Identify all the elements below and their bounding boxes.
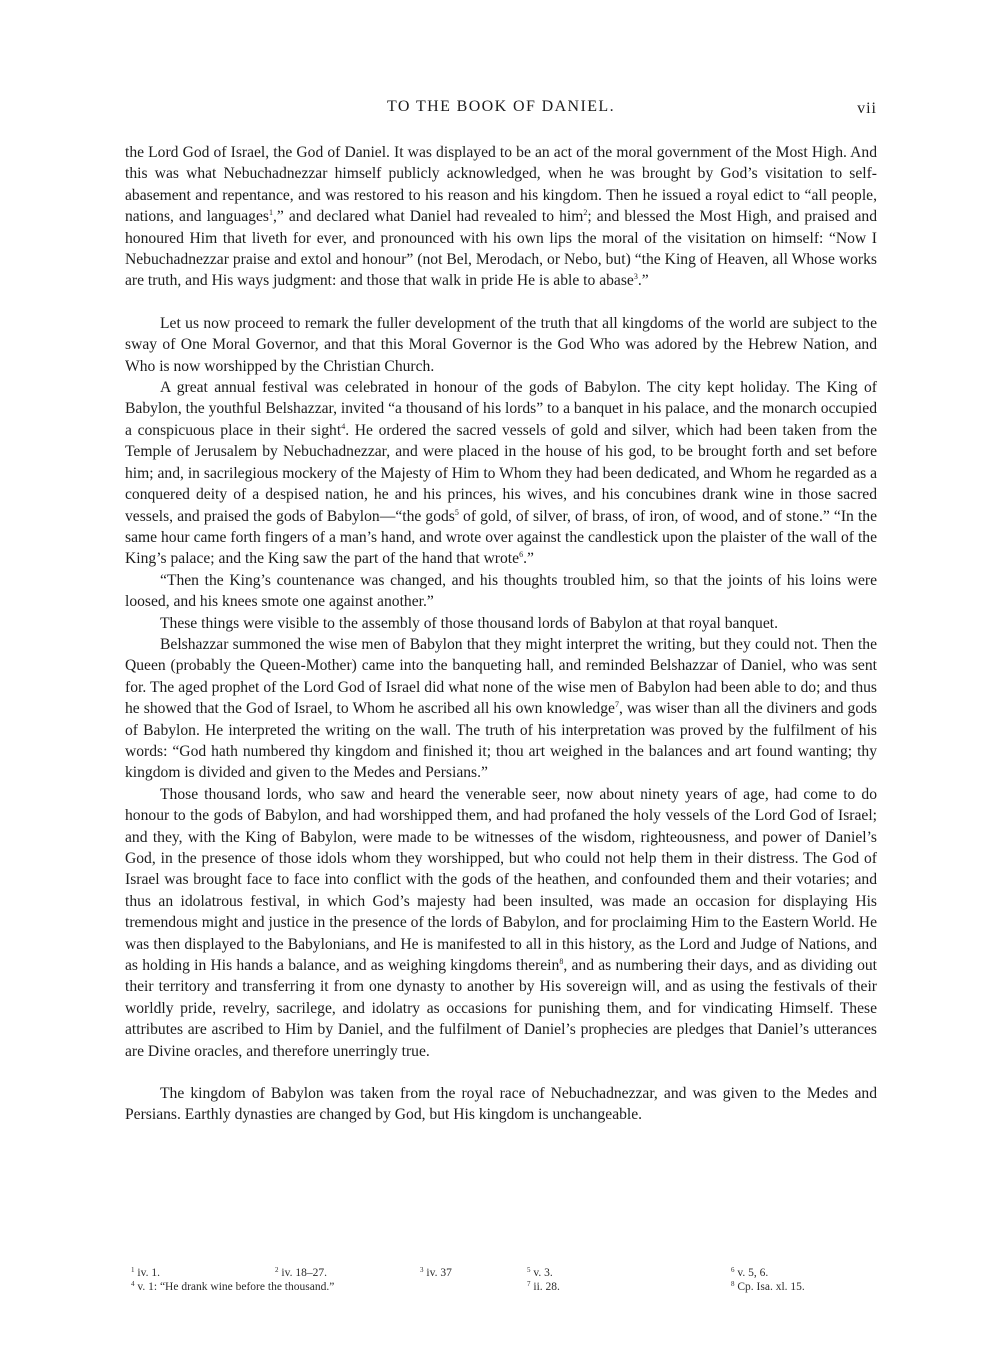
text-run: of gold, of silver, of brass, of iron, of wood, and of stone.” “In the same hour came forth fingers of a man’s hand, and wrote over against the candlestick upon the plaister of the wall of the King’s palace; and the King saw the part of the hand that wrote	[125, 507, 878, 568]
page-number: vii	[857, 100, 877, 117]
footnote-marker: 5	[527, 1266, 531, 1274]
footnote-text: ii. 28.	[533, 1281, 560, 1293]
footnote-text: iv. 18–27.	[281, 1267, 327, 1279]
footnote-text: Cp. Isa. xl. 15.	[737, 1281, 805, 1293]
footnote	[420, 1266, 452, 1280]
text-run: “Then the King’s countenance was changed, and his thoughts troubled him, so that the joints of his loins were loosed, and his knees smote one against another.”	[125, 571, 877, 611]
footnote-marker: 7	[527, 1280, 531, 1288]
text-run: Those thousand lords, who saw and heard the venerable seer, now about ninety years of age, had come to do honour to the gods of Babylon, and had worshipped them, and had profaned the holy vessels of the Lord God of Israel; and they, with the King of Babylon, were made to be witnesses of the wisdom, righteousness, and power of Daniel’s God, in the presence of those idols whom they worshipped, but who could not help them in their distress. The God of Israel was brought face to face into conflict with the gods of the heathen, and confounded them and their votaries; and thus an idolatrous festival, in which God’s majesty had been insulted, was made an occasion for displaying His tremendous might and justice in the presence of the lords of Babylon, and for proclaiming Him to the Eastern World. He was then displayed to the Babylonians, and He is manifested to all in this history, as the Lord and Judge of Nations, and as holding in His hands a balance, and as weighing kingdoms therein	[125, 785, 877, 975]
footnote-marker: 4	[131, 1280, 135, 1288]
paragraph	[125, 377, 877, 570]
paragraph	[125, 142, 877, 292]
text-run: Belshazzar summoned the wise men of Babylon that they might interpret the writing, but they could not. Then the Queen (probably the Queen-Mother) came into the banqueting hall, and reminded Belshazzar of Daniel, who was sent for. The aged prophet of the Lord God of Israel did what none of the wise men of Babylon had been able to do; and thus he showed that the God of Israel, to Whom he ascribed all his own knowledge	[125, 635, 877, 718]
paragraph	[125, 313, 877, 377]
paragraph	[125, 634, 877, 784]
footnote-text: v. 5, 6.	[737, 1267, 769, 1279]
footnote	[131, 1266, 160, 1280]
footnote	[527, 1266, 553, 1280]
footnote	[275, 1266, 327, 1280]
body-text	[125, 142, 877, 1126]
footnote	[731, 1266, 768, 1280]
text-run: The kingdom of Babylon was taken from the royal race of Nebuchadnezzar, and was given to the Medes and Persians. Earthly dynasties are changed by God, but His kingdom is unchangeable.	[125, 1085, 877, 1124]
footnote-text: v. 3.	[533, 1267, 553, 1279]
text-run: .”	[637, 272, 649, 290]
text-run: These things were visible to the assembly of those thousand lords of Babylon at that royal banquet.	[160, 614, 778, 632]
text-run: A great annual festival was celebrated in honour of the gods of Babylon. The city kept holiday. The King of Babylon, the youthful Belshazzar, invited “a thousand of his lords” to a banquet in his palace, and the monarch occupied a conspicuous place in their sight	[125, 379, 877, 439]
text-run: the Lord God of Israel, the God of Daniel. It was displayed to be an act of the moral government of the Most High. And this was what Nebuchadnezzar himself publicly acknowledged, when he was brought by God’s visitation to self-abasement and repentance, and was restored to his reason and his kingdom. Then he issued a royal edict to “all people, nations, and languages	[125, 144, 877, 226]
footnote-reference: 2	[583, 208, 588, 218]
text-run: ,” and declared what Daniel had revealed to him	[272, 208, 584, 226]
text-run: . He ordered the sacred vessels of gold and silver, which had been taken from the Temple of Jerusalem by Nebuchadnezzar, and were placed in the house of his god, to be brought forth and set before him; and, in sacrilegious mockery of the Majesty of Him to Whom they had been dedicated, and Whom he regarded as a conquered deity of a despised nation, he and his princes, his wives, and his concubines drank wine in those sacred vessels, and praised the gods of Babylon—“the gods	[125, 421, 877, 525]
footnote-text: v. 1: “He drank wine before the thousand.”	[137, 1281, 335, 1293]
running-title: TO THE BOOK OF DANIEL.	[387, 98, 615, 115]
paragraph	[125, 570, 877, 613]
footnote-reference: 8	[559, 957, 564, 967]
footnote-reference: 6	[519, 550, 524, 560]
text-run: Let us now proceed to remark the fuller development of the truth that all kingdoms of the world are subject to the sway of One Moral Governor, and that this Moral Governor is the God Who was adored by the Hebrew Nation, and Who is now worshipped by the Christian Church.	[125, 314, 877, 375]
footnote-marker: 2	[275, 1266, 279, 1274]
footnotes	[125, 1266, 877, 1306]
footnote-marker: 3	[420, 1266, 424, 1274]
footnote-marker: 1	[131, 1266, 135, 1274]
paragraph	[125, 1083, 877, 1126]
footnote	[731, 1280, 805, 1294]
text-run: , and as numbering their days, and as dividing out their territory and transferring it from one dynasty to another by His sovereign will, and as using the festivals of their worldly pride, revelry, sacrilege, and idolatry as occasions for punishing them, and for vindicating Himself. These attributes are ascribed to Him by Daniel, and the fulfilment of Daniel’s prophecies are pledges that Daniel’s utterances are Divine oracles, and therefore unerringly true.	[125, 957, 877, 1060]
footnote	[131, 1280, 334, 1294]
footnote-text: iv. 1.	[137, 1267, 160, 1279]
text-run: ; and blessed the Most High, and praised and honoured Him that liveth for ever, and pronounced with his own lips the moral of the visitation on himself: “Now I Nebuchadnezzar praise and extol and honour” (not Bel, Merodach, or Nebo, but) “the King of Heaven, all Whose works are truth, and His ways judgment: and those that walk in pride He is able to abase	[125, 208, 878, 290]
footnote-reference: 5	[454, 507, 459, 517]
footnote-marker: 6	[731, 1266, 735, 1274]
footnote-text: iv. 37	[426, 1267, 452, 1279]
page-header	[125, 98, 877, 126]
text-run: , was wiser than all the diviners and gods of Babylon. He interpreted the writing on the wall. The truth of his interpretation was proved by the fulfilment of his words: “God hath numbered thy kingdom and finished it; thou art weighed in the balances and art found wanting; thy kingdom is divided and given to the Medes and Persians.”	[125, 700, 878, 782]
paragraph	[125, 613, 877, 634]
footnote-reference: 7	[614, 700, 619, 710]
footnote-reference: 4	[341, 421, 346, 431]
text-run: .”	[523, 550, 534, 568]
footnote	[527, 1280, 560, 1294]
paragraph	[125, 784, 877, 1062]
footnote-marker: 8	[731, 1280, 735, 1288]
footnote-reference: 3	[633, 272, 638, 282]
footnote-reference: 1	[268, 208, 273, 218]
